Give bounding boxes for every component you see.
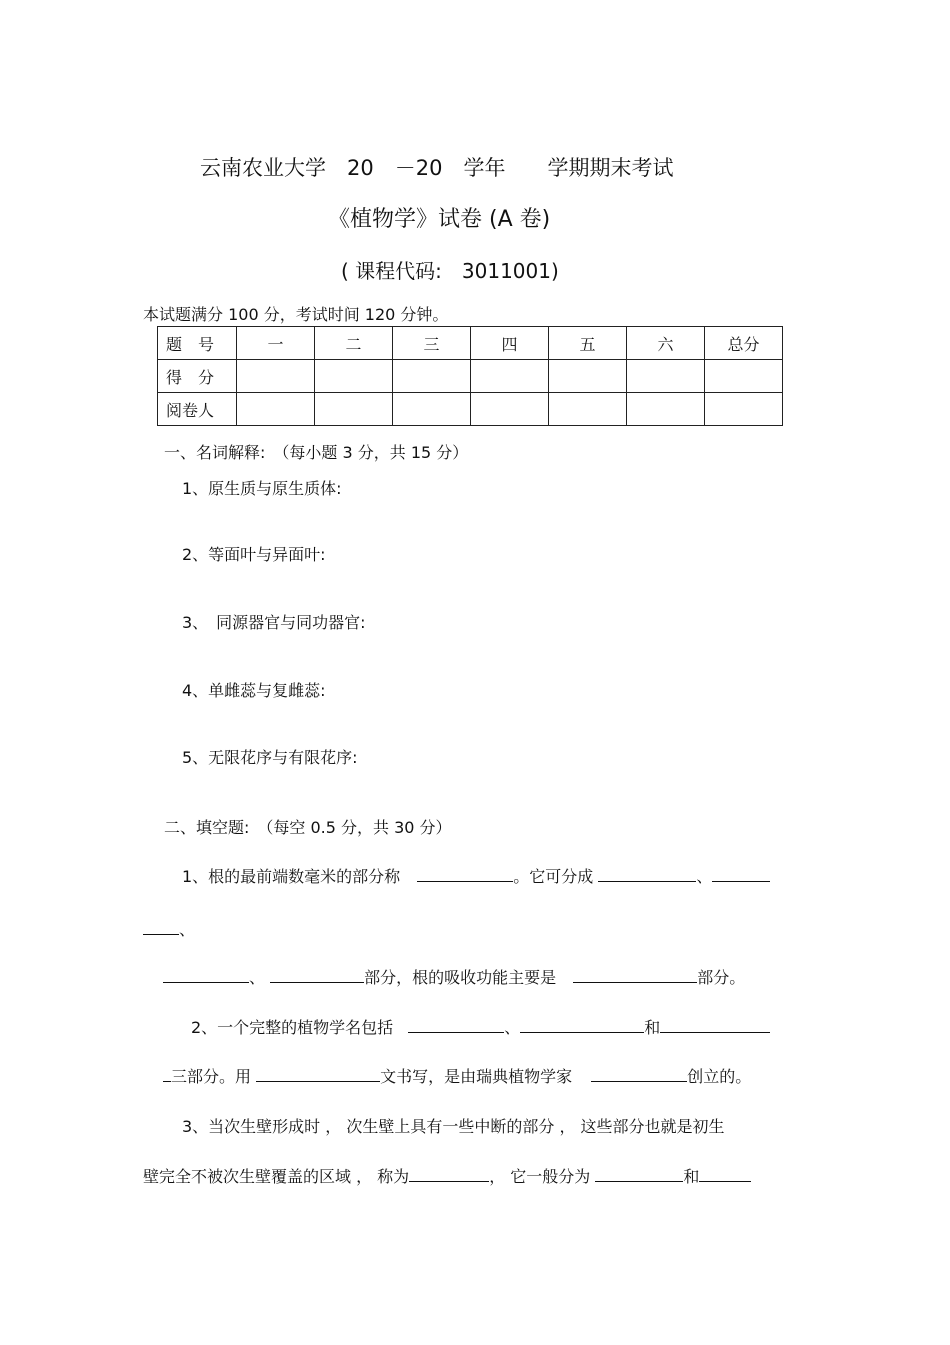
question-text: 和 — [644, 1018, 661, 1037]
question-text: 、 — [179, 920, 196, 939]
question-text: 和 — [683, 1167, 700, 1186]
section2-title: 二、填空题: （每空 0.5 分，共 30 分） — [164, 818, 452, 837]
score-table-header-cell: 四 — [471, 327, 549, 360]
question-text: 部分。 — [697, 968, 746, 987]
fill-blank[interactable] — [699, 1165, 751, 1182]
score-table-row — [158, 393, 783, 426]
fill-blank[interactable] — [143, 918, 179, 935]
score-table-row-label: 得 分 — [158, 360, 237, 393]
section1-item: 5、无限花序与有限花序: — [182, 748, 358, 767]
fill-question-3-line2 — [143, 1164, 751, 1187]
score-table-header-cell: 五 — [549, 327, 627, 360]
score-cell[interactable] — [315, 360, 393, 393]
section1-item: 1、原生质与原生质体: — [182, 479, 342, 498]
score-table-header-cell: 三 — [393, 327, 471, 360]
fill-blank[interactable] — [270, 966, 364, 983]
score-table-row-label: 阅卷人 — [158, 393, 237, 426]
grader-cell[interactable] — [549, 393, 627, 426]
exam-title: 《植物学》试卷 (A 卷) — [328, 207, 551, 232]
question-text: 、 — [504, 1018, 521, 1037]
fill-blank[interactable] — [408, 1016, 504, 1033]
fill-blank[interactable] — [409, 1165, 489, 1182]
score-table-header-cell: 六 — [627, 327, 705, 360]
question-text: 、 — [249, 968, 266, 987]
fill-blank[interactable] — [712, 865, 770, 882]
score-table-header-row — [158, 327, 783, 360]
fill-blank[interactable] — [163, 966, 249, 983]
score-table-header-cell: 二 — [315, 327, 393, 360]
score-cell[interactable] — [393, 360, 471, 393]
fill-question-2-line2 — [163, 1064, 751, 1087]
score-table — [157, 326, 783, 426]
score-cell[interactable] — [471, 360, 549, 393]
grader-cell[interactable] — [393, 393, 471, 426]
fill-blank[interactable] — [595, 1165, 683, 1182]
question-text: ， 它一般分为 — [489, 1167, 591, 1186]
section1-item: 4、单雌蕊与复雌蕊: — [182, 681, 326, 700]
grader-cell[interactable] — [471, 393, 549, 426]
section1-item: 2、等面叶与异面叶: — [182, 545, 326, 564]
section1-title: 一、名词解释: （每小题 3 分，共 15 分） — [164, 443, 469, 462]
fill-blank[interactable] — [591, 1065, 687, 1082]
grader-cell[interactable] — [627, 393, 705, 426]
question-text: 1、根的最前端数毫米的部分称 — [182, 867, 401, 886]
grader-cell[interactable] — [315, 393, 393, 426]
question-text: 部分，根的吸收功能主要是 — [364, 968, 557, 987]
question-text: 2、一个完整的植物学名包括 — [191, 1018, 394, 1037]
score-table-header-cell: 一 — [237, 327, 315, 360]
section1-item: 3、 同源器官与同功器官: — [182, 613, 366, 632]
question-text: 三部分。用 — [171, 1067, 252, 1086]
score-table-header-cell: 题 号 — [158, 327, 237, 360]
exam-header-university: 云南农业大学 20 －20 学年 学期期末考试 — [200, 156, 674, 180]
fill-question-1-line2 — [143, 917, 195, 940]
fill-blank[interactable] — [660, 1016, 770, 1033]
course-code: ( 课程代码: 3011001) — [341, 259, 559, 283]
score-cell[interactable] — [705, 360, 783, 393]
grader-cell[interactable] — [705, 393, 783, 426]
exam-intro: 本试题满分 100 分，考试时间 120 分钟。 — [143, 305, 449, 324]
grader-cell[interactable] — [237, 393, 315, 426]
score-cell[interactable] — [237, 360, 315, 393]
fill-blank[interactable] — [573, 966, 697, 983]
score-table-header-cell: 总分 — [705, 327, 783, 360]
fill-question-1-line1 — [182, 864, 770, 887]
fill-blank[interactable] — [520, 1016, 644, 1033]
score-table-row — [158, 360, 783, 393]
fill-blank[interactable] — [598, 865, 696, 882]
question-text: 。它可分成 — [513, 867, 594, 886]
fill-blank[interactable] — [256, 1065, 380, 1082]
question-text: 创立的。 — [687, 1067, 752, 1086]
fill-blank[interactable] — [163, 1065, 171, 1082]
question-text: 文书写，是由瑞典植物学家 — [380, 1067, 573, 1086]
fill-blank[interactable] — [417, 865, 513, 882]
question-text: 壁完全不被次生壁覆盖的区域 ， 称为 — [143, 1167, 410, 1186]
score-cell[interactable] — [627, 360, 705, 393]
question-text: 、 — [696, 867, 713, 886]
fill-question-1-line3 — [163, 965, 745, 988]
score-cell[interactable] — [549, 360, 627, 393]
fill-question-3-line1: 3、当次生壁形成时 ， 次生壁上具有一些中断的部分 ， 这些部分也就是初生 — [182, 1117, 725, 1136]
fill-question-2-line1 — [191, 1015, 770, 1038]
